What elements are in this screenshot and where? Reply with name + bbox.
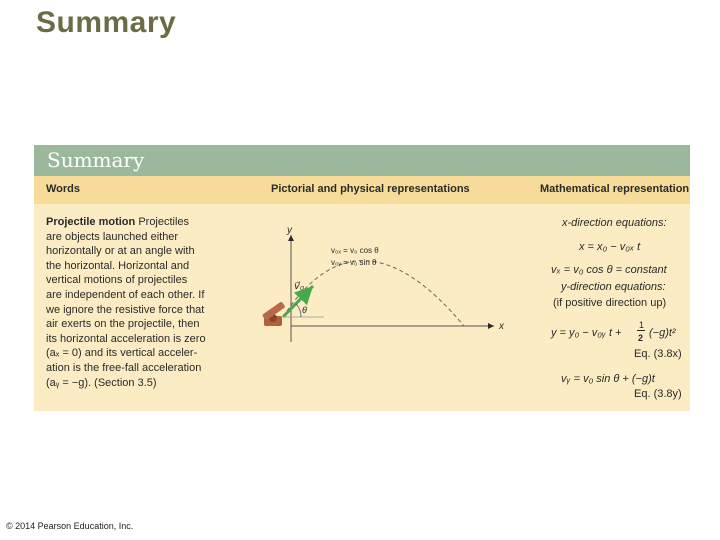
angle-arc xyxy=(296,304,301,317)
x-direction-heading: x-direction equations: xyxy=(562,217,667,229)
cannon-icon xyxy=(262,301,286,326)
panel-title: Summary xyxy=(47,148,145,172)
vx-equation: vₓ = v₀ cos θ = constant xyxy=(551,264,667,276)
y-direction-note: (if positive direction up) xyxy=(553,297,667,309)
words-column xyxy=(46,215,222,390)
x-equation: x = x₀ − v₀ₓ t xyxy=(579,241,641,253)
fraction-bar xyxy=(637,330,645,331)
words-line: horizontally or at an angle with xyxy=(46,245,195,258)
y-equation-fraction-numerator: 1 xyxy=(639,320,645,330)
velocity-label: v⃗₀ xyxy=(294,281,305,292)
words-line: vertical motions of projectiles xyxy=(46,274,188,287)
vy-equation: vᵧ = v₀ sin θ + (−g)t xyxy=(561,373,655,385)
summary-panel xyxy=(34,145,690,411)
words-line: the horizontal. Horizontal and xyxy=(46,259,190,272)
y-equation-right: (−g)t² xyxy=(649,327,676,339)
y-equation-fraction-denominator: 2 xyxy=(638,333,644,343)
words-line: air exerts on the projectile, then xyxy=(46,318,200,331)
y-equation-ref: Eq. (3.8x) xyxy=(634,348,682,360)
words-first-rest: Projectiles xyxy=(138,216,190,228)
words-line: (aₓ = 0) and its vertical acceler- xyxy=(46,347,198,360)
y-equation-left: y = y₀ − v₀ᵧ t + xyxy=(551,327,622,339)
words-line-first xyxy=(46,215,222,230)
words-line: are independent of each other. If xyxy=(46,288,205,301)
words-heading: Projectile motion xyxy=(46,216,136,228)
trajectory-path xyxy=(283,261,464,326)
projectile-diagram xyxy=(249,225,539,350)
words-line: (aᵧ = −g). (Section 3.5) xyxy=(46,376,157,389)
y-axis-label: y xyxy=(287,225,292,236)
panel-header xyxy=(34,145,690,176)
column-header-words: Words xyxy=(46,183,81,195)
words-line: its horizontal acceleration is zero xyxy=(46,332,206,345)
vy-equation-ref: Eq. (3.8y) xyxy=(634,388,682,400)
column-header-math: Mathematical representation xyxy=(540,183,690,195)
slide-title: Summary xyxy=(36,6,177,39)
words-line: we ignore the resistive force that xyxy=(46,303,205,316)
v0y-label: v₀ᵧ = v₀ sin θ xyxy=(331,258,377,267)
column-header-pictorial: Pictorial and physical representations xyxy=(271,183,470,195)
words-line: are objects launched either xyxy=(46,230,179,243)
angle-label: θ xyxy=(302,305,307,315)
copyright-footer: © 2014 Pearson Education, Inc. xyxy=(6,521,134,531)
v0x-label: v₀ₓ = v₀ cos θ xyxy=(331,246,379,255)
words-line: ation is the free-fall acceleration xyxy=(46,361,202,374)
column-header-row xyxy=(34,176,690,204)
x-axis-label: x xyxy=(499,321,504,332)
y-direction-heading: y-direction equations: xyxy=(561,281,666,293)
